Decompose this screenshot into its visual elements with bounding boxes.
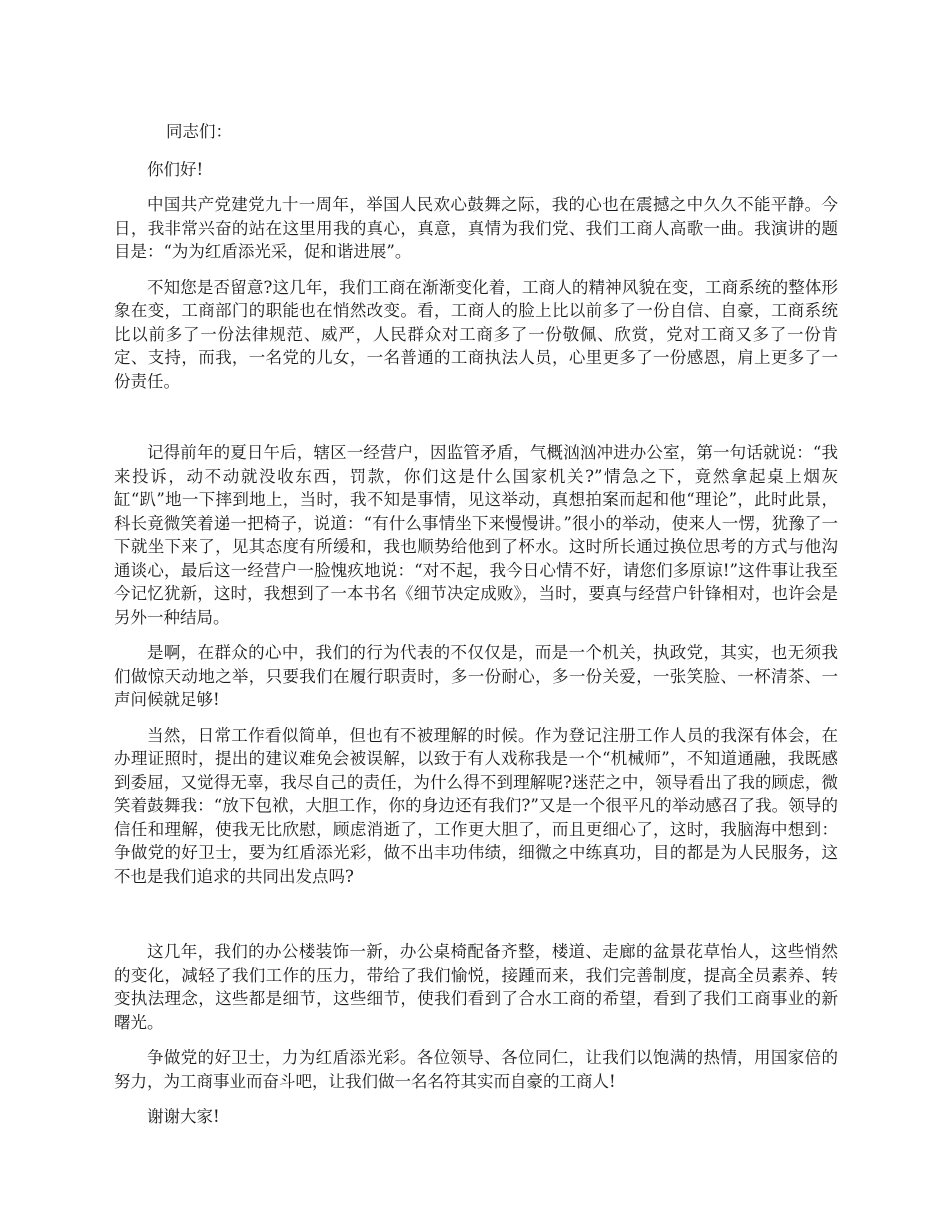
salutation: 同志们： bbox=[166, 122, 232, 141]
greeting: 你们好! bbox=[147, 159, 204, 179]
blank-line bbox=[114, 405, 838, 441]
paragraph-intro: 中国共产党建党九十一周年，举国人民欢心鼓舞之际，我的心也在震撼之中久久不能平静。今日，我非常兴奋的站在这里用我的真心，真意，真情为我们党、我们工商人高歌一曲。我演讲的题目是：“为为红盾添光采，促和谐进展”。 bbox=[114, 195, 838, 261]
paragraph-work: 当然，日常工作看似简单，但也有不被理解的时候。作为登记注册工作人员的我深有体会，在办理证照时，提出的建议难免会被误解，以致于有人戏称我是一个“机械师”，不知道通融，我既感到委屈，又觉得无辜，我尽自己的责任，为什么得不到理解呢?迷茫之中，领导看出了我的顾虑，微笑着鼓舞我：“放下包袱，大胆工作，你的身边还有我们?”又是一个很平凡的举动感召了我。领导的信任和理解，使我无比欣慰，顾虑消逝了，工作更大胆了，而且更细心了，这时，我脑海中想到：争做党的好卫士，要为红盾添光彩，做不出丰功伟绩，细微之中练真功，目的都是为人民服务，这不也是我们追求的共同出发点吗? bbox=[114, 725, 838, 886]
blank-line bbox=[114, 900, 838, 940]
paragraph-reflection: 是啊，在群众的心中，我们的行为代表的不仅仅是，而是一个机关，执政党，其实，也无须我们做惊天动地之举，只要我们在履行职责时，多一份耐心，多一份关爱，一张笑脸、一杯清茶、一声问候就足够! bbox=[114, 643, 838, 709]
paragraph-changes: 不知您是否留意?这几年，我们工商在渐渐变化着，工商人的精神风貌在变，工商系统的整体形象在变，工商部门的职能也在悄然改变。看，工商人的脸上比以前多了一份自信、自豪，工商系统比以前多了一份法律规范、威严，人民群众对工商多了一份敬佩、欣赏，党对工商又多了一份肯定、支持，而我，一名党的儿女，一名普通的工商执法人员，心里更多了一份感恩，肩上更多了一份责任。 bbox=[114, 277, 838, 391]
paragraph-story: 记得前年的夏日午后，辖区一经营户，因监管矛盾，气概汹汹冲进办公室，第一句话就说：“我来投诉，动不动就没收东西，罚款，你们这是什么国家机关?”情急之下，竟然拿起桌上烟灰缸“趴”地一下摔到地上，当时，我不知是事情，见这举动，真想拍案而起和他“理论”，此时此景，科长竟微笑着递一把椅子，说道：“有什么事情坐下来慢慢讲。”很小的举动，使来人一愣，犹豫了一下就坐下来了，见其态度有所缓和，我也顺势给他到了杯水。这时所长通过换位思考的方式与他沟通谈心，最后这一经营户一脸愧疚地说：“对不起，我今日心情不好，请您们多原谅!”这件事让我至今记忆犹新，这时，我想到了一本书名《细节决定成败》，当时，要真与经营户针锋相对，也许会是另外一种结局。 bbox=[114, 443, 838, 627]
closing: 谢谢大家! bbox=[147, 1107, 220, 1126]
speech-document bbox=[114, 120, 838, 1141]
paragraph-office: 这几年，我们的办公楼装饰一新，办公桌椅配备齐整，楼道、走廊的盆景花草怡人，这些悄然的变化，减轻了我们工作的压力，带给了我们愉悦，接踵而来，我们完善制度，提高全员素养、转变执法理念，这些都是细节，这些细节，使我们看到了合水工商的希望，看到了我们工商事业的新曙光。 bbox=[114, 942, 838, 1032]
paragraph-call-to-action: 争做党的好卫士，力为红盾添光彩。各位领导、各位同仁，让我们以饱满的热情，用国家倍的努力，为工商事业而奋斗吧，让我们做一名名符其实而自豪的工商人! bbox=[114, 1048, 838, 1091]
